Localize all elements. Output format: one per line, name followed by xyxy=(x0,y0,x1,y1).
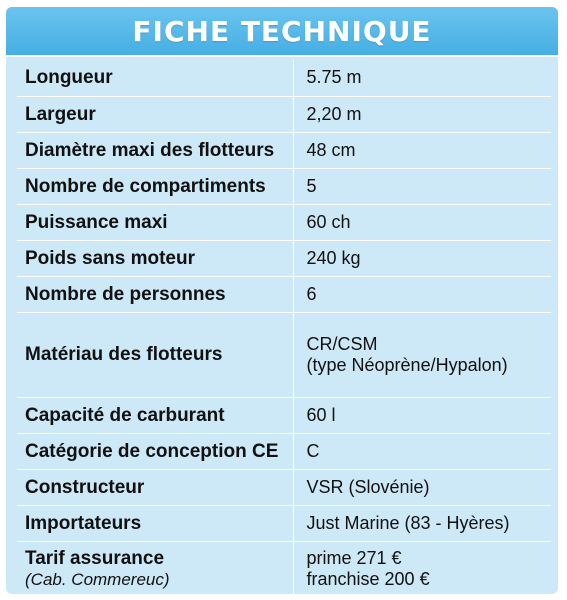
value-line: CR/CSM xyxy=(306,333,378,354)
row-value xyxy=(293,312,551,397)
row-label: Poids sans moteur xyxy=(17,240,293,276)
row-value: 2,20 m xyxy=(293,96,551,132)
row-label: Nombre de personnes xyxy=(17,276,293,312)
table-row xyxy=(17,204,551,240)
table-row xyxy=(17,397,551,433)
row-label: Longueur xyxy=(17,60,293,96)
row-value: VSR (Slovénie) xyxy=(293,469,551,505)
row-label: Matériau des flotteurs xyxy=(17,312,293,397)
row-value: 5.75 m xyxy=(293,60,551,96)
row-label: Nombre de compartiments xyxy=(17,168,293,204)
row-value: 60 l xyxy=(293,397,551,433)
value-line: franchise 200 € xyxy=(306,569,430,589)
table-row xyxy=(17,96,551,132)
row-value xyxy=(293,541,551,594)
row-label: Catégorie de conception CE xyxy=(17,433,293,469)
row-label: Capacité de carburant xyxy=(17,397,293,433)
row-label: Importateurs xyxy=(17,505,293,541)
row-value: C xyxy=(293,433,551,469)
row-label xyxy=(17,541,293,594)
table-row xyxy=(17,132,551,168)
value-line: prime 271 € xyxy=(306,548,402,568)
value-line: (type Néoprène/Hypalon) xyxy=(306,354,508,375)
table-row xyxy=(17,541,551,594)
table-row xyxy=(17,168,551,204)
table-row xyxy=(17,312,551,397)
row-label-note: (Cab. Commereuc) xyxy=(25,570,170,589)
row-value: 240 kg xyxy=(293,240,551,276)
title-bar xyxy=(6,7,558,57)
table-row xyxy=(17,60,551,96)
table-row xyxy=(17,276,551,312)
spec-sheet xyxy=(6,7,558,594)
row-label: Largeur xyxy=(17,96,293,132)
row-value: 48 cm xyxy=(293,132,551,168)
table-row xyxy=(17,433,551,469)
row-label: Puissance maxi xyxy=(17,204,293,240)
table-row xyxy=(17,240,551,276)
row-label-main: Tarif assurance xyxy=(25,548,165,569)
row-value: Just Marine (83 - Hyères) xyxy=(293,505,551,541)
table-row xyxy=(17,469,551,505)
spec-table xyxy=(17,60,551,594)
sheet-title: FICHE TECHNIQUE xyxy=(132,14,432,48)
row-value: 60 ch xyxy=(293,204,551,240)
row-value: 6 xyxy=(293,276,551,312)
row-label: Diamètre maxi des flotteurs xyxy=(17,132,293,168)
table-row xyxy=(17,505,551,541)
row-label: Constructeur xyxy=(17,469,293,505)
row-value: 5 xyxy=(293,168,551,204)
